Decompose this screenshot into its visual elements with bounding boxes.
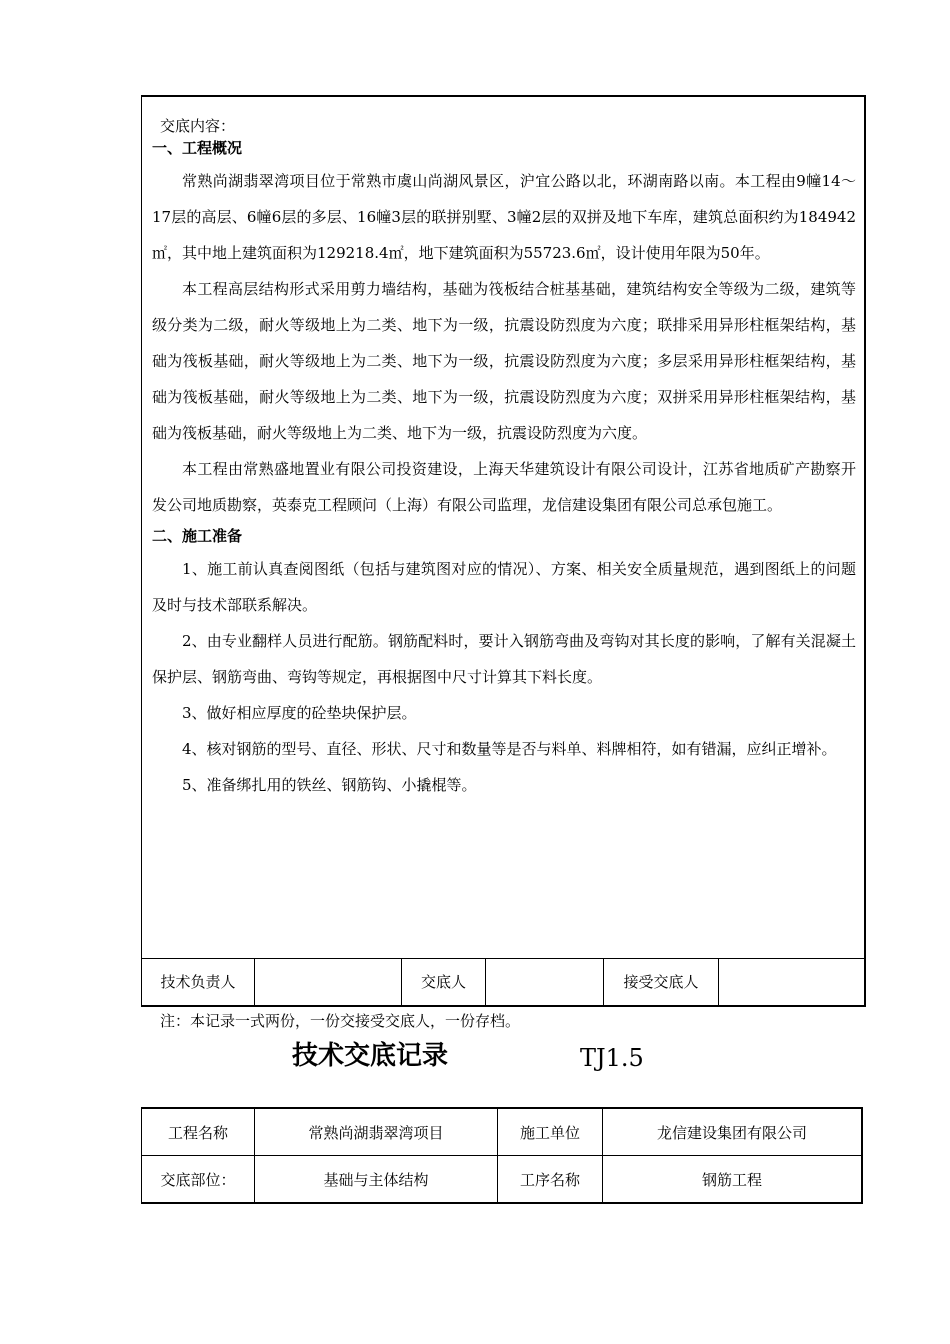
contractor-label: 施工单位 xyxy=(498,1108,603,1156)
receiver-value xyxy=(719,959,864,1005)
section2-heading: 二、施工准备 xyxy=(152,527,243,545)
section2-item: 2、由专业翻样人员进行配筋。钢筋配料时，要计入钢筋弯曲及弯钩对其长度的影响，了解有关混凝土保护层、钢筋弯曲、弯钩等规定，再根据图中尺寸计算其下料长度。 xyxy=(152,632,856,686)
tech-lead-label: 技术负责人 xyxy=(142,959,255,1005)
project-name-value: 常熟尚湖翡翠湾项目 xyxy=(255,1108,498,1156)
project-name-label: 工程名称 xyxy=(142,1108,255,1156)
tech-lead-value xyxy=(255,959,402,1005)
table-row xyxy=(142,1108,863,1156)
section2-item: 5、准备绑扎用的铁丝、钢筋钩、小撬棍等。 xyxy=(182,776,477,794)
section1-heading: 一、工程概况 xyxy=(152,139,243,157)
process-value: 钢筋工程 xyxy=(603,1156,863,1204)
section2-item: 3、做好相应厚度的砼垫块保护层。 xyxy=(182,704,417,722)
section2-item: 4、核对钢筋的型号、直径、形状、尺寸和数量等是否与料单、料牌相符，如有错漏，应纠正增补。 xyxy=(182,740,837,758)
process-label: 工序名称 xyxy=(498,1156,603,1204)
contractor-value: 龙信建设集团有限公司 xyxy=(603,1108,863,1156)
table-row xyxy=(142,1156,863,1204)
record-info-table xyxy=(141,1107,863,1204)
section-label: 交底内容： xyxy=(160,117,236,135)
section2-item: 1、施工前认真查阅图纸（包括与建筑图对应的情况）、方案、相关安全质量规范，遇到图纸上的问题及时与技术部联系解决。 xyxy=(152,560,856,614)
part-value: 基础与主体结构 xyxy=(255,1156,498,1204)
presenter-label: 交底人 xyxy=(402,959,486,1005)
footnote: 注：本记录一式两份，一份交接受交底人，一份存档。 xyxy=(160,1012,521,1030)
signature-row xyxy=(142,958,864,1005)
receiver-label: 接受交底人 xyxy=(604,959,719,1005)
disclosure-content xyxy=(152,115,856,803)
presenter-value xyxy=(486,959,604,1005)
disclosure-content-box xyxy=(141,95,866,1007)
record-title: 技术交底记录 xyxy=(292,1041,449,1071)
section1-paragraph: 本工程由常熟盛地置业有限公司投资建设，上海天华建筑设计有限公司设计，江苏省地质矿产勘察开发公司地质勘察，英泰克工程顾问（上海）有限公司监理，龙信建设集团有限公司总承包施工。 xyxy=(152,460,856,514)
section1-paragraph: 本工程高层结构形式采用剪力墙结构，基础为筏板结合桩基基础，建筑结构安全等级为二级，建筑等级分类为二级，耐火等级地上为二类、地下为一级，抗震设防烈度为六度；联排采用异形柱框架结构，基础为筏板基础，耐火等级地上为二类、地下为一级，抗震设防烈度为六度；多层采用异形柱框架结构，基础为筏板基础，耐火等级地上为二类、地下为一级，抗震设防烈度为六度；双拼采用异形柱框架结构，基础为筏板基础，耐火等级地上为二类、地下为一级，抗震设防烈度为六度。 xyxy=(152,280,856,442)
section1-paragraph: 常熟尚湖翡翠湾项目位于常熟市虞山尚湖风景区，沪宜公路以北，环湖南路以南。本工程由9幢14～17层的高层、6幢6层的多层、16幢3层的联拼别墅、3幢2层的双拼及地下车库，建筑总面积约为184942㎡，其中地上建筑面积为129218.4㎡，地下建筑面积为55723.6㎡，设计使用年限为50年。 xyxy=(152,172,856,262)
record-code: TJ1.5 xyxy=(580,1044,644,1072)
part-label: 交底部位： xyxy=(142,1156,255,1204)
